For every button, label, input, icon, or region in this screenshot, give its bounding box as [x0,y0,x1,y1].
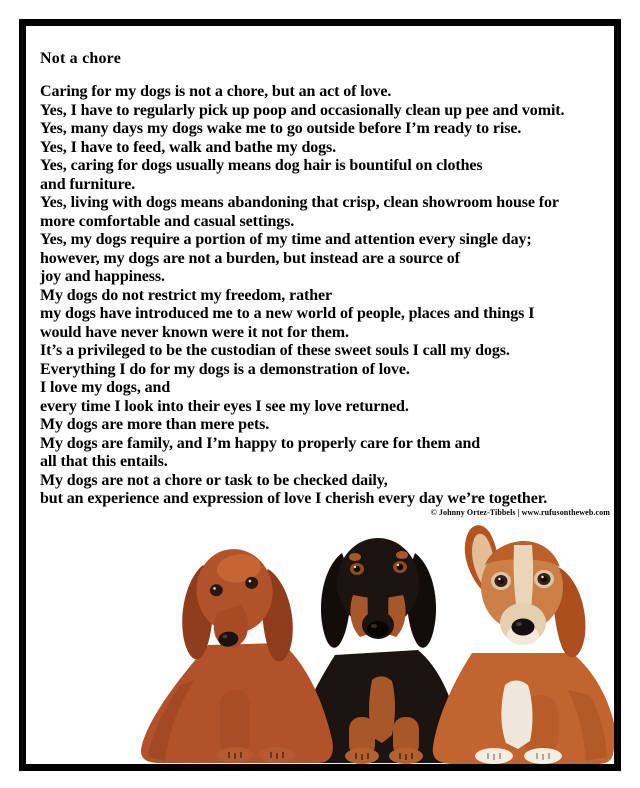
poem-line: It’s a privileged to be the custodian of these sweet souls I call my dogs. [40,342,510,359]
poem-line: and furniture. [40,175,136,193]
poem-line: however, my dogs are not a burden, but instead are a source of [40,249,460,267]
right-dog-nose [512,619,535,636]
poem-line: but an experience and expression of love I cherish every day we’re together. [40,490,548,507]
poem-line: more comfortable and casual settings. [40,212,295,230]
poster-title: Not a chore [40,50,121,67]
poster-frame-border [19,19,621,771]
poem-line: Yes, I have to regularly pick up poop and occasionally clean up pee and vomit. [40,101,565,119]
poem-body [40,83,610,509]
poster-content [26,26,614,764]
poem-line: My dogs do not restrict my freedom, rather [40,286,333,304]
dachshund-photo [120,495,614,764]
dachshund-left-red [141,545,333,763]
poem-line: My dogs are family, and I’m happy to properly care for them and [40,434,481,452]
poem-line: My dogs are more than mere pets. [40,416,270,433]
poem-line: I love my dogs, and [40,379,171,396]
middle-dog-nose [367,621,389,637]
poem-line: joy and happiness. [40,268,165,285]
dogs-photo-illustration [120,495,614,764]
poem-line: my dogs have introduced me to a new world of people, places and things I [40,305,535,322]
poem-line: Yes, my dogs require a portion of my time and attention every single day; [40,231,532,248]
poem-line: Yes, living with dogs means abandoning that crisp, clean showroom house for [40,194,559,211]
poem-line: Everything I do for my dogs is a demonstration of love. [40,360,410,378]
poem-line: every time I look into their eyes I see my love returned. [40,397,409,415]
dachshund-right-red [433,525,614,764]
poem-line: would have never known were it not for them. [40,323,349,341]
poem-line: Yes, caring for dogs usually means dog hair is bountiful on clothes [40,157,483,174]
poem-line: Yes, I have to feed, walk and bathe my dogs. [40,138,337,156]
photo-credit: © Johnny Ortez-Tibbels | www.rufusontheweb.com [430,508,610,517]
poem-line: Yes, many days my dogs wake me to go outside before I’m ready to rise. [40,120,522,137]
poem-line: My dogs are not a chore or task to be checked daily, [40,471,388,489]
poem-line: Caring for my dogs is not a chore, but an act of love. [40,83,392,100]
poem-line: all that this entails. [40,453,168,470]
